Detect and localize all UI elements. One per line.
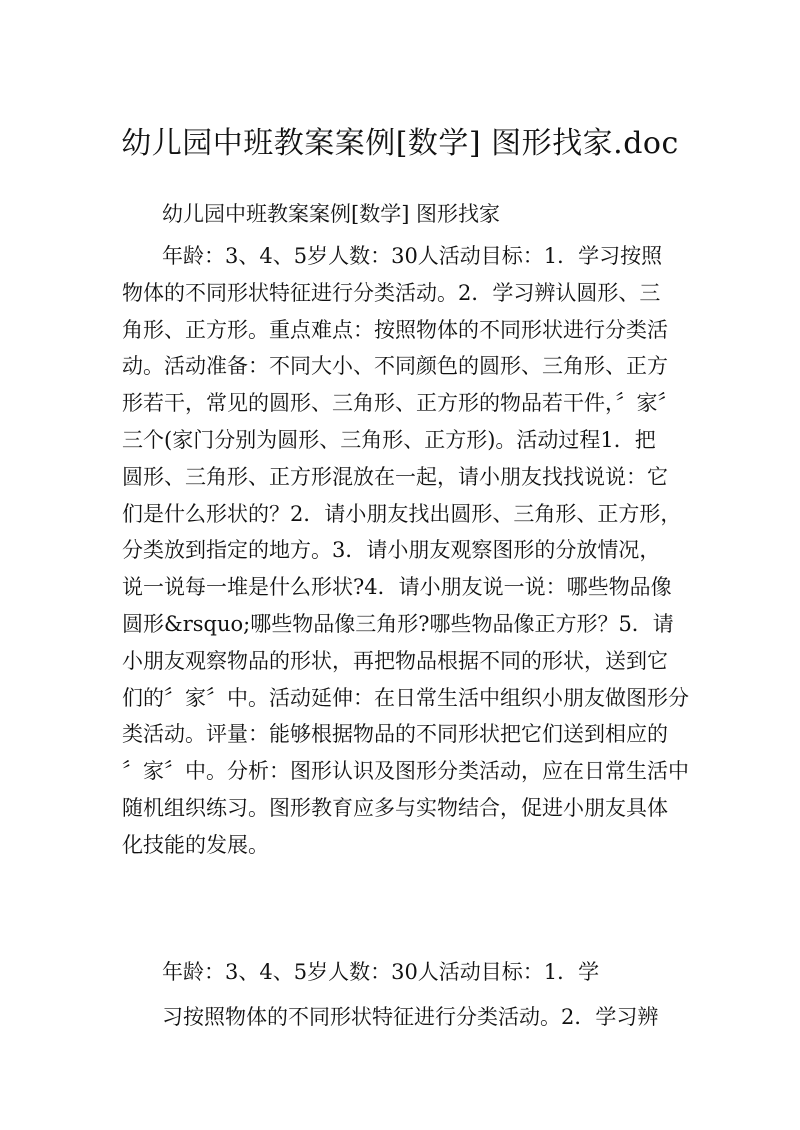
- body-line: 说一说每一堆是什么形状?4．请小朋友说一说：哪些物品像: [122, 575, 672, 600]
- body-line: 类活动。评量：能够根据物品的不同形状把它们送到相应的: [122, 722, 668, 747]
- body-line: 〞家〞中。分析：图形认识及图形分类活动，应在日常生活中: [122, 759, 689, 784]
- body-line: 圆形&rsquo;哪些物品像三角形?哪些物品像正方形？5．请: [122, 611, 674, 636]
- tail-paragraph: [162, 950, 692, 1040]
- body-line: 圆形、三角形、正方形混放在一起，请小朋友找找说说：它: [122, 464, 668, 489]
- tail-line: 年龄：3、4、5岁人数：30人活动目标：1．学: [162, 960, 600, 984]
- tail-line: 习按照物体的不同形状特征进行分类活动。2．学习辨: [162, 1005, 659, 1029]
- body-line: 形若干，常见的圆形、三角形、正方形的物品若干件，〞家〞: [122, 391, 679, 416]
- body-paragraph: [122, 238, 692, 864]
- body-line: 年龄：3、4、5岁人数：30人活动目标：1．学习按照: [162, 244, 663, 268]
- body-line: 化技能的发展。: [122, 832, 269, 857]
- body-line: 动。活动准备：不同大小、不同颜色的圆形、三角形、正方: [122, 354, 668, 379]
- body-line: 随机组织练习。图形教育应多与实物结合，促进小朋友具体: [122, 795, 668, 820]
- body-line: 角形、正方形。重点难点：按照物体的不同形状进行分类活: [122, 317, 668, 342]
- body-line: 小朋友观察物品的形状，再把物品根据不同的形状，送到它: [122, 648, 668, 673]
- body-line: 们是什么形状的？2．请小朋友找出圆形、三角形、正方形，: [122, 501, 682, 526]
- document-subtitle: 幼儿园中班教案案例[数学] 图形找家: [162, 202, 501, 226]
- body-line: 们的〞家〞中。活动延伸：在日常生活中组织小朋友做图形分: [122, 685, 689, 710]
- body-line: 分类放到指定的地方。3．请小朋友观察图形的分放情况，: [122, 538, 661, 563]
- body-line: 三个(家门分别为圆形、三角形、正方形)。活动过程1．把: [122, 427, 656, 452]
- body-line: 物体的不同形状特征进行分类活动。2．学习辨认圆形、三: [122, 280, 661, 305]
- document-title: 幼儿园中班教案案例[数学] 图形找家.doc: [121, 126, 679, 161]
